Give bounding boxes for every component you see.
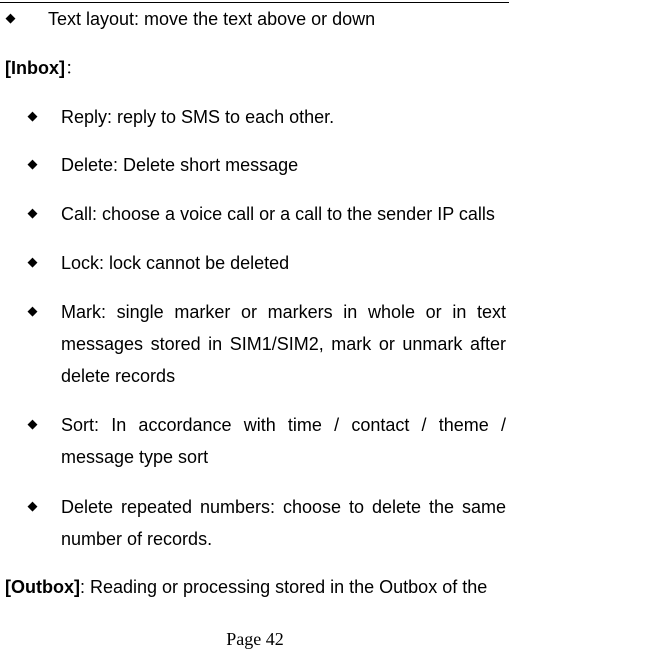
text-layout-item: Text layout: move the text above or down xyxy=(48,9,376,29)
inbox-item-delete: Delete: Delete short message xyxy=(61,155,299,175)
diamond-bullet-icon: ◆ xyxy=(27,109,38,124)
page-number: Page 42 xyxy=(226,629,284,649)
inbox-item-mark: Mark: single marker or markers in whole or in text messages stored in SIM1/SIM2, mark or unmark after delete records xyxy=(61,302,506,386)
diamond-bullet-icon: ◆ xyxy=(27,417,38,432)
outbox-paragraph xyxy=(5,577,487,597)
inbox-item-reply: Reply: reply to SMS to each other. xyxy=(61,107,335,127)
inbox-item-lock: Lock: lock cannot be deleted xyxy=(61,253,290,273)
diamond-bullet-icon: ◆ xyxy=(27,255,38,270)
inbox-item-call: Call: choose a voice call or a call to the sender IP calls xyxy=(61,204,495,224)
diamond-bullet-icon: ◆ xyxy=(27,157,38,172)
top-rule xyxy=(0,2,509,3)
inbox-heading-label: [Inbox] xyxy=(5,58,65,78)
inbox-heading-colon: ： xyxy=(65,58,83,78)
outbox-heading-label: [Outbox] xyxy=(5,577,80,597)
diamond-bullet-icon: ◆ xyxy=(5,11,16,26)
inbox-heading xyxy=(5,58,83,78)
inbox-item-sort: Sort: In accordance with time / contact / theme / message type sort xyxy=(61,415,506,467)
diamond-bullet-icon: ◆ xyxy=(27,499,38,514)
diamond-bullet-icon: ◆ xyxy=(27,304,38,319)
diamond-bullet-icon: ◆ xyxy=(27,206,38,221)
outbox-text: : Reading or processing stored in the Outbox of the xyxy=(79,577,488,597)
inbox-item-delete-repeated: Delete repeated numbers: choose to delete the same number of records. xyxy=(61,497,506,549)
